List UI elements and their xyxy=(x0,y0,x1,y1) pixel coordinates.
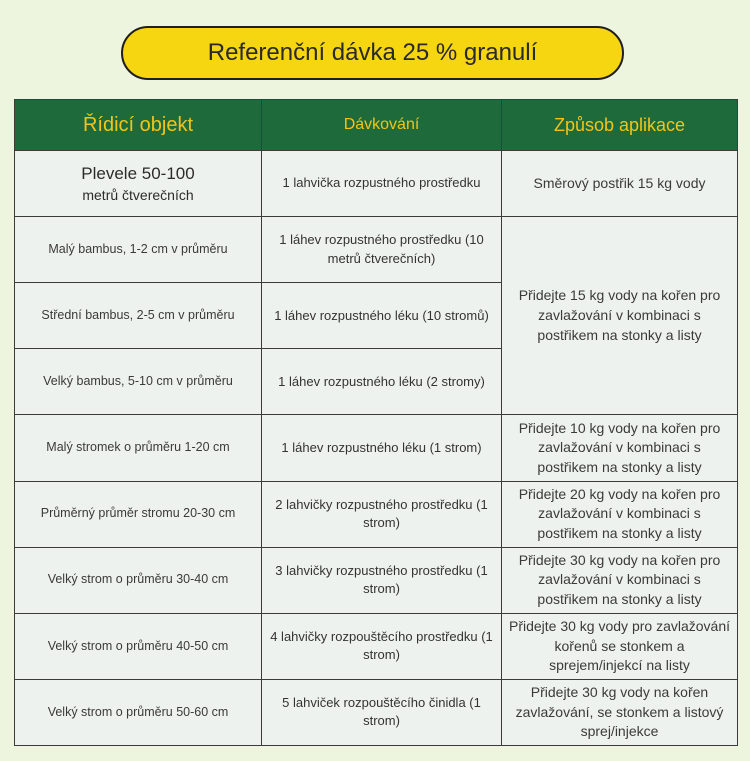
method-cell: Přidejte 30 kg vody na kořen zavlažování, se stonkem a listový sprej/injekce xyxy=(502,679,738,745)
object-cell: Velký bambus, 5-10 cm v průměru xyxy=(15,349,262,415)
table-row xyxy=(15,613,738,679)
dose-cell: 4 lahvičky rozpouštěcího prostředku (1 strom) xyxy=(262,613,502,679)
banner-title: Referenční dávka 25 % granulí xyxy=(207,39,538,66)
dose-cell: 5 lahviček rozpouštěcího činidla (1 strom) xyxy=(262,679,502,745)
method-cell: Přidejte 15 kg vody na kořen pro zavlažování v kombinaci s postřikem na stonky a listy xyxy=(502,217,738,415)
object-line-1: Plevele 50-100 xyxy=(81,163,195,183)
object-line-2: metrů čtverečních xyxy=(82,186,194,203)
header-row xyxy=(15,100,738,151)
object-cell: Malý stromek o průměru 1-20 cm xyxy=(15,415,262,481)
object-cell xyxy=(15,151,262,217)
dose-cell: 3 lahvičky rozpustného prostředku (1 strom) xyxy=(262,547,502,613)
dose-cell: 1 láhev rozpustného prostředku (10 metrů čtverečních) xyxy=(262,217,502,283)
object-cell: Velký strom o průměru 50-60 cm xyxy=(15,679,262,745)
method-cell: Přidejte 20 kg vody na kořen pro zavlažování v kombinaci s postřikem na stonky a listy xyxy=(502,481,738,547)
table-row xyxy=(15,217,738,283)
header-dosage: Dávkování xyxy=(262,100,502,151)
dose-cell: 1 láhev rozpustného léku (1 strom) xyxy=(262,415,502,481)
header-application-method: Způsob aplikace xyxy=(502,100,738,151)
object-cell: Střední bambus, 2-5 cm v průměru xyxy=(15,283,262,349)
object-cell: Velký strom o průměru 30-40 cm xyxy=(15,547,262,613)
method-cell: Přidejte 10 kg vody na kořen pro zavlažování v kombinaci s postřikem na stonky a listy xyxy=(502,415,738,481)
object-cell: Malý bambus, 1-2 cm v průměru xyxy=(15,217,262,283)
method-cell: Směrový postřik 15 kg vody xyxy=(502,151,738,217)
header-control-object: Řídicí objekt xyxy=(15,100,262,151)
object-cell: Velký strom o průměru 40-50 cm xyxy=(15,613,262,679)
dose-cell: 2 lahvičky rozpustného prostředku (1 strom) xyxy=(262,481,502,547)
dose-cell: 1 lahvička rozpustného prostředku xyxy=(262,151,502,217)
title-banner xyxy=(121,26,624,80)
table-row xyxy=(15,481,738,547)
method-cell: Přidejte 30 kg vody pro zavlažování kořenů se stonkem a sprejem/injekcí na listy xyxy=(502,613,738,679)
table-row xyxy=(15,415,738,481)
table-row xyxy=(15,679,738,745)
table-row xyxy=(15,547,738,613)
dosage-table xyxy=(14,99,738,746)
object-cell: Průměrný průměr stromu 20-30 cm xyxy=(15,481,262,547)
table-row xyxy=(15,151,738,217)
dose-cell: 1 láhev rozpustného léku (2 stromy) xyxy=(262,349,502,415)
method-cell: Přidejte 30 kg vody na kořen pro zavlažování v kombinaci s postřikem na stonky a listy xyxy=(502,547,738,613)
dose-cell: 1 láhev rozpustného léku (10 stromů) xyxy=(262,283,502,349)
